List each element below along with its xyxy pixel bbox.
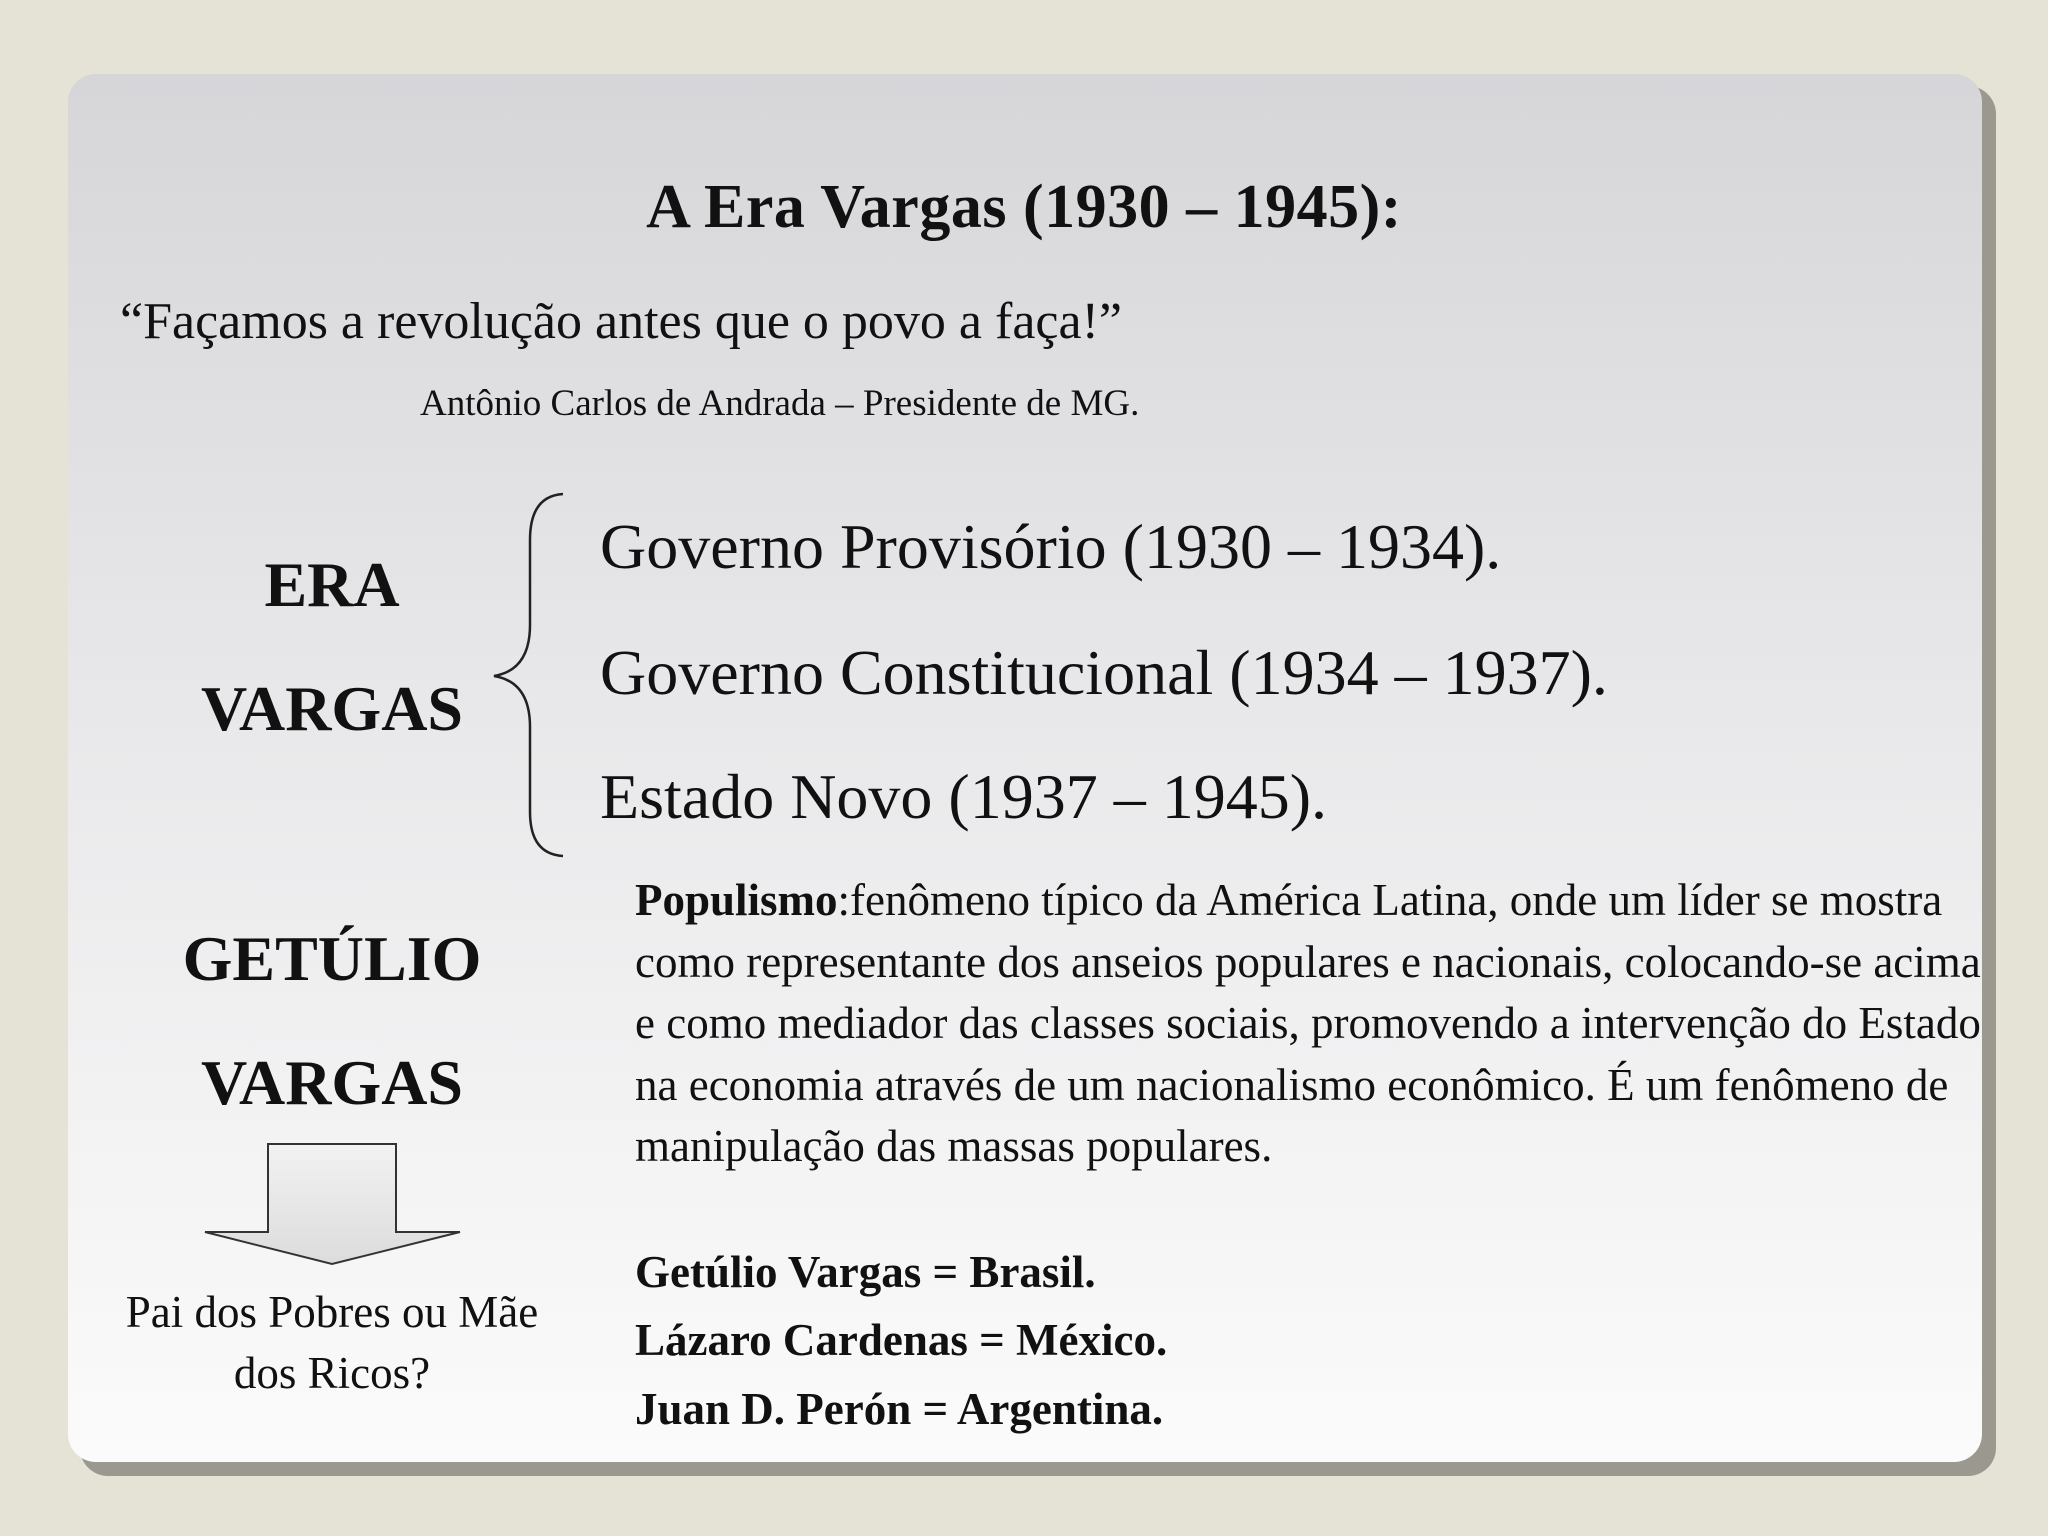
- down-arrow-icon: [200, 1140, 470, 1270]
- slide-title: A Era Vargas (1930 – 1945):: [646, 173, 1402, 241]
- period-item-estado-novo: Estado Novo (1937 – 1945).: [600, 761, 1328, 832]
- period-item-constitucional: Governo Constitucional (1934 – 1937).: [600, 637, 1608, 708]
- populism-definition: :fenômeno típico da América Latina, onde um líder se mostra como representante dos anseios populares e nacionais, colocando-se acima e como mediador das classes sociais, promovendo a intervenção do Estado na economia através de um nacionalismo econômico. É um fenômeno de manipulação das massas populares.: [635, 875, 1981, 1171]
- period-item-provisorio: Governo Provisório (1930 – 1934).: [600, 511, 1502, 582]
- arrow-caption: Pai dos Pobres ou Mãe dos Ricos?: [125, 1287, 539, 1398]
- era-label-line1: ERA: [264, 549, 400, 620]
- curly-brace-icon: [490, 490, 570, 860]
- era-label-line2: VARGAS: [201, 673, 463, 744]
- quote-text: “Façamos a revolução antes que o povo a faça!”: [120, 293, 1122, 350]
- quote-author: Antônio Carlos de Andrada – Presidente de MG.: [420, 383, 1140, 424]
- populism-term: Populismo: [635, 875, 838, 925]
- leader-item-mexico: Lázaro Cardenas = México.: [635, 1315, 1168, 1365]
- getulio-label-line1: GETÚLIO: [182, 923, 482, 994]
- getulio-label-line2: VARGAS: [201, 1047, 463, 1118]
- populism-paragraph: [635, 870, 2005, 1178]
- leader-item-argentina: Juan D. Perón = Argentina.: [635, 1384, 1164, 1434]
- leader-item-brasil: Getúlio Vargas = Brasil.: [635, 1247, 1096, 1297]
